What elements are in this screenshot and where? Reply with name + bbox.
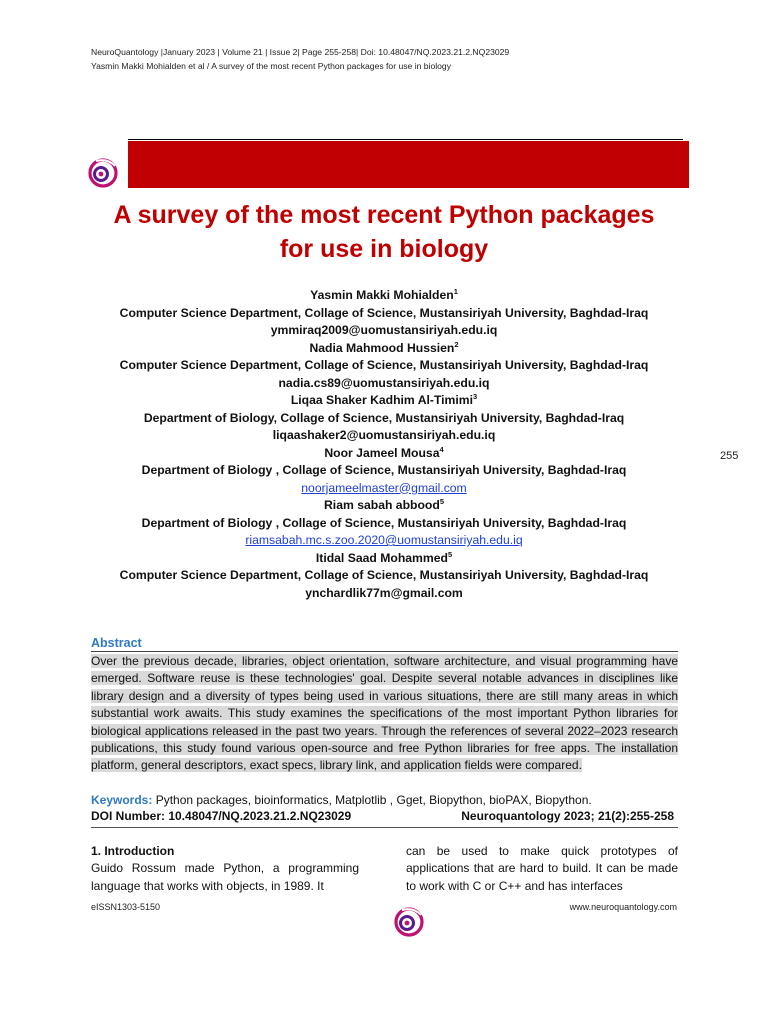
author-email: liqaashaker2@uomustansiriyah.edu.iq <box>272 428 496 442</box>
author-affiliation: Computer Science Department, Collage of Science, Mustansiriyah University, Baghdad-Iraq <box>119 568 649 582</box>
author-name: Liqaa Shaker Kadhim Al-Timimi$^3$ <box>290 391 478 407</box>
abstract-text: Over the previous decade, libraries, object orientation, software architecture, and visual programming have emerged. Software reuse is these technologies' goal. Despite several notable advances in disciplines like library design and a diversity of types being used in various situations, there are still many areas in which substantial work awaits. This study examines the specifications of the most important Python libraries for biological applications released in the past two years. Through the references of several 2022–2023 research publications, this study found various open-source and free Python libraries for free apps. The installation platform, general descriptors, exact specs, library link, and application fields were compared. <box>91 654 678 773</box>
neuroquantology-logo-icon <box>392 905 426 939</box>
intro-paragraph-continued: can be used to make quick prototypes of applications that are hard to build. It can be made to work with C or C++ and has interfaces <box>406 844 678 893</box>
author-name: Riam sabah abbood$^5$ <box>324 496 444 512</box>
author-affiliation: Department of Biology, Collage of Science, Mustansiriyah University, Baghdad-Iraq <box>143 410 625 425</box>
doi-rule <box>91 827 678 828</box>
paper-title <box>60 198 708 266</box>
left-column <box>91 843 359 895</box>
header-band <box>128 141 689 188</box>
running-head-title: Yasmin Makki Mohialden et al / A survey of the most recent Python packages for use in biology <box>91 60 452 71</box>
author-name: Itidal Saad Mohammed$^5$ <box>315 549 453 565</box>
keywords-label: Keywords: <box>91 793 153 807</box>
abstract-rule <box>91 651 678 652</box>
author-affiliation: Computer Science Department, Collage of Science, Mustansiriyah University, Baghdad-Iraq <box>119 358 649 372</box>
paper-title-line-2: for use in biology <box>279 235 489 263</box>
author-block <box>60 287 708 602</box>
keywords-text: Python packages, bioinformatics, Matplotlib , Gget, Biopython, bioPAX, Biopython. <box>152 793 592 807</box>
running-head-citation: NeuroQuantology |January 2023 | Volume 21 | Issue 2| Page 255-258| Doi: 10.48047/NQ.2023.21.2.NQ23029 <box>91 47 510 57</box>
author-affiliation: Department of Biology , Collage of Science, Mustansiriyah University, Baghdad-Iraq <box>141 515 627 530</box>
author-affiliation: Department of Biology , Collage of Science, Mustansiriyah University, Baghdad-Iraq <box>141 463 627 477</box>
journal-citation: Neuroquantology 2023; 21(2):255-258 <box>461 809 674 823</box>
running-head <box>91 46 509 73</box>
author-email: ynchardlik77m@gmail.com <box>305 585 463 600</box>
doi-number: DOI Number: 10.48047/NQ.2023.21.2.NQ23029 <box>91 809 352 823</box>
author-name: Nadia Mahmood Hussien$^2$ <box>309 339 459 355</box>
footer-issn: eISSN1303-5150 <box>91 902 161 912</box>
author-affiliation: Computer Science Department, Collage of Science, Mustansiriyah University, Baghdad-Iraq <box>119 305 649 320</box>
paper-title-line-1: A survey of the most recent Python packages <box>113 201 655 229</box>
neuroquantology-logo-icon <box>86 156 120 190</box>
author-email-link[interactable]: noorjameelmaster@gmail.com <box>301 480 467 495</box>
section-heading-introduction: 1. Introduction <box>91 844 175 858</box>
keywords <box>91 792 592 809</box>
right-column <box>406 843 678 895</box>
author-email: nadia.cs89@uomustansiriyah.edu.iq <box>278 375 490 390</box>
author-name: Noor Jameel Mousa$^4$ <box>324 444 444 460</box>
author-email: ymmiraq2009@uomustansiriyah.edu.iq <box>270 323 498 337</box>
intro-paragraph: Guido Rossum made Python, a programming language that works with objects, in 1989. It <box>91 861 359 893</box>
abstract-heading: Abstract <box>91 636 142 650</box>
page-number: 255 <box>720 450 739 462</box>
abstract-body <box>91 653 678 775</box>
header-rule <box>128 139 683 140</box>
author-email-link[interactable]: riamsabah.mc.s.zoo.2020@uomustansiriyah.edu.iq <box>245 533 523 547</box>
author-name: Yasmin Makki Mohialden$^1$ <box>310 286 458 302</box>
footer-website: www.neuroquantology.com <box>569 902 677 912</box>
